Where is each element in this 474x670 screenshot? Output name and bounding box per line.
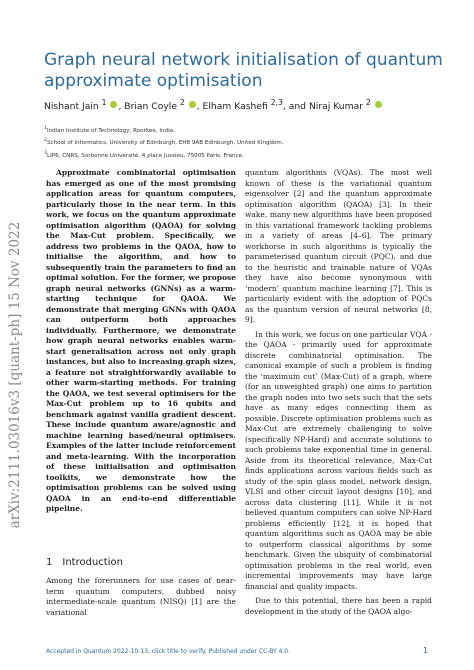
affiliation-line: $^1$Indian Institute of Technology, Roorkee, India. <box>44 126 175 134</box>
abstract-text: Approximate combinatorial optimisation has emerged as one of the most promising application areas for quantum computers, particularly those in the near term. In this work, we focus on the quantum approximate optimisation algorithm (QAOA) for solving the Max-Cut problem. Specifically, we address two problems in the QAOA, how to initialise the algorithm, and how to subsequently train the parameters to find an optimal solution. For the former, we propose graph neural networks (GNNs) as a warm-starting technique for QAOA. We demonstrate that merging GNNs with QAOA can outperform both approaches individually. Furthermore, we demonstrate how graph neural networks enables warm-start generalisation across not only graph instances, but also to increasing graph sizes, a feature not straightforwardly available to other warm-starting methods. For training the QAOA, we test several optimisers for the Max-Cut problem up to 16 qubits and benchmark against vanilla gradient descent. These include quantum aware/agnostic and machine learning based/neural optimisers. Examples of the latter include reinforcement and meta-learning. With the incorporation of these initialisation and optimisation toolkits, we demonstrate how the optimisation problems can be solved using QAOA in an end-to-end differentiable pipeline. <box>46 168 236 513</box>
affiliation-line: $^2$School of Informatics, University of Edinburgh, EH8 9AB Edinburgh, United Kingdom. <box>44 138 284 147</box>
author-name: Niraj Kumar <box>308 101 363 113</box>
author-name: Nishant Jain <box>44 101 99 113</box>
right-column <box>245 168 432 617</box>
author-affiliation-marker: 2 <box>365 98 371 107</box>
author-list: Nishant Jain $^1$ , Brian Coyle $^2$ , Elham Kashefi $^{2,3}$, and Niraj Kumar $^2$ <box>44 98 464 112</box>
section-heading <box>46 557 123 568</box>
section-title: Introduction <box>62 557 123 568</box>
page-number: 1 <box>423 646 429 655</box>
body-paragraph: Due to this potential, there has been a rapid development in the study of the QAOA algo- <box>245 596 432 616</box>
author-affiliation-marker: 1 <box>101 98 107 107</box>
arxiv-stamp-margin <box>0 0 30 670</box>
orcid-icon[interactable] <box>189 101 196 108</box>
author-name: Elham Kashefi <box>202 101 268 113</box>
footer-acceptance-note[interactable]: Accepted in Quantum 2022-10-13, click title to verify. Published under CC-BY 4.0. <box>46 648 291 655</box>
affiliations <box>44 124 284 161</box>
body-paragraph: quantum algorithms (VQAs). The most well known of these is the variational quantum eigensolver [2] and the quantum approximate optimisation algorithm (QAOA) [3]. In their wake, many new algorithms have been proposed in this variational framework tackling problems in a variety of areas [4–6]. The primary workhorse in such algorithms is typically the parameterised quantum circuit (PQC), and due to the heuristic and trainable nature of VQAs they have also become synonymous with ‘modern’ quantum machine learning [7]. This is particularly evident with the adoption of PQCs as the quantum version of neural networks [8, 9]. <box>245 168 432 324</box>
body-paragraph: In this work, we focus on one particular VQA - the QAOA - primarily used for approximate discrete combinatorial optimisation. The canonical example of such a problem is finding the ‘maximum cut’ (Max-Cut) of a graph, where (for an unweighted graph) one aims to partition the graph nodes into two sets such that the sets have as many edges connecting them as possible. Discrete optimisation problems such as Max-Cut are extremely challenging to solve (specifically NP-Hard) and accurate solutions to such problems take exponential time in general. Aside from its theoretical relevance, Max-Cut finds applications across various fields such as study of the spin glass model, network design, VLSI and other circuit layout designs [10], and across data clustering [11]. While it is not believed quantum computers can solve NP-Hard problems efficiently [12], it is hoped that quantum algorithms such as QAOA may be able to outperform classical algorithms by some benchmark. Given the ubiquity of combinatorial optimisation problems in the real world, even incremental improvements may have large financial and quality impacts. <box>245 329 432 591</box>
affiliation-line: $^3$LIP6, CNRS, Sorbonne Université, 4 place Jussieu, 75005 Paris, France. <box>44 150 244 159</box>
author-affiliation-marker: 2 <box>179 98 185 107</box>
intro-paragraph: Among the forerunners for use cases of near-term quantum computers, dubbed noisy intermediate-scale quantum (NISQ) [1] are the variational <box>46 576 236 617</box>
paper-title[interactable]: Graph neural network initialisation of quantum approximate optimisation <box>44 50 443 91</box>
orcid-icon[interactable] <box>110 101 117 108</box>
orcid-icon[interactable] <box>375 101 382 108</box>
section-number: 1 <box>46 557 53 568</box>
arxiv-identifier[interactable]: arXiv:2111.03016v3 [quant-ph] 15 Nov 2022 <box>7 221 23 529</box>
abstract <box>46 168 236 515</box>
author-name: Brian Coyle <box>124 101 177 113</box>
author-affiliation-marker: 2,3 <box>270 98 283 107</box>
